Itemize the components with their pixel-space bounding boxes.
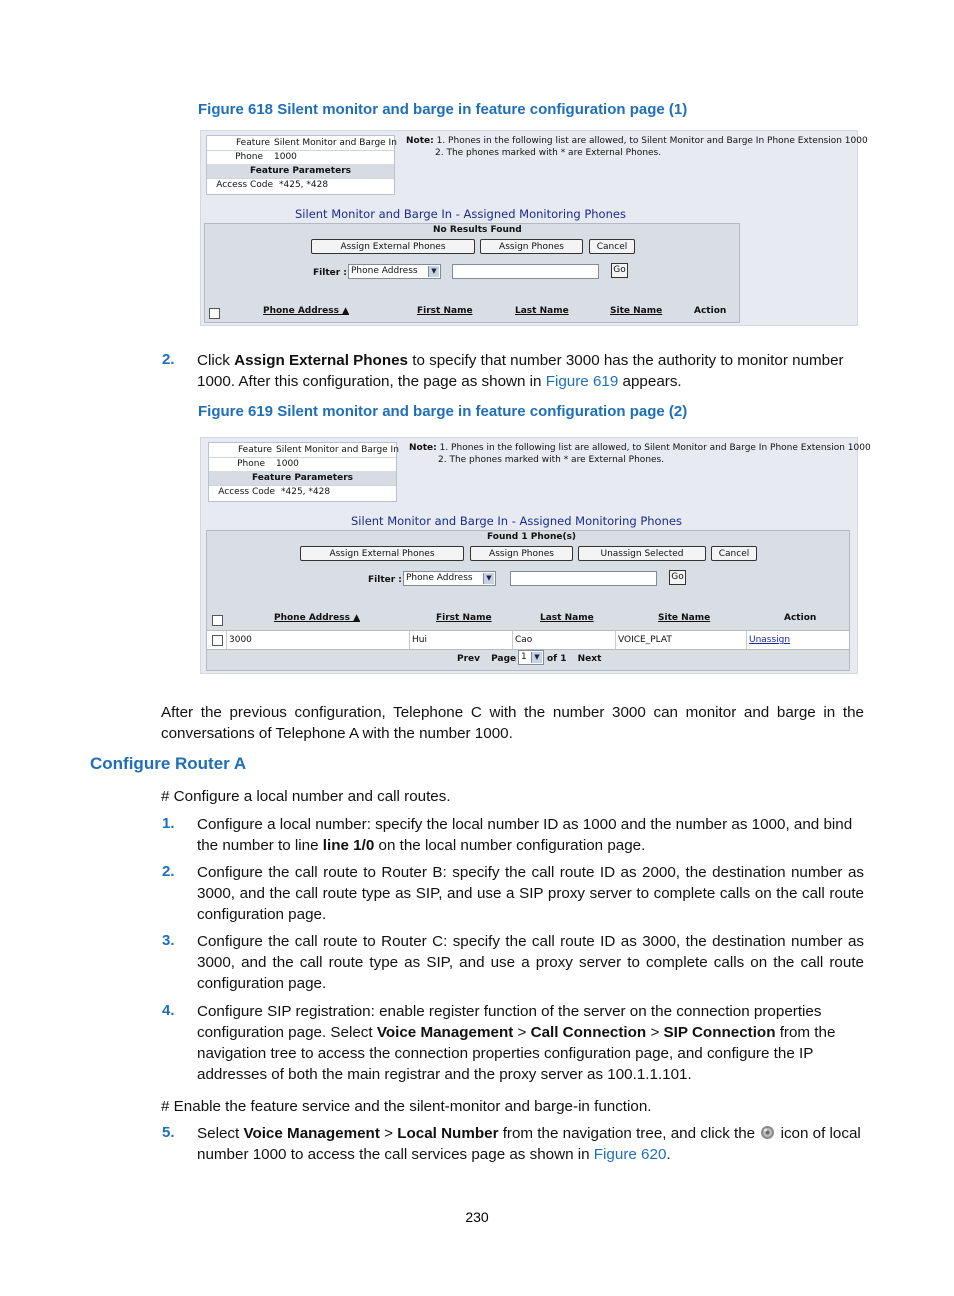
step-2-bold: Assign External Phones bbox=[234, 352, 408, 369]
filter-label: Filter : bbox=[313, 268, 347, 278]
column-phone-address[interactable]: Phone Address ▲ bbox=[263, 306, 349, 316]
figure-618-caption: Figure 618 Silent monitor and barge in feature configuration page (1) bbox=[198, 101, 688, 118]
step-5-end: . bbox=[666, 1146, 671, 1163]
step-5-bold-2: Local Number bbox=[397, 1125, 499, 1142]
pager-page-label: Page bbox=[491, 654, 517, 664]
assign-external-phones-button[interactable]: Assign External Phones bbox=[300, 546, 464, 561]
assign-external-phones-button[interactable]: Assign External Phones bbox=[311, 239, 475, 254]
chevron-down-icon: ▼ bbox=[428, 266, 439, 277]
comment-line-1: # Configure a local number and call routes. bbox=[161, 788, 451, 805]
step-2-number: 2. bbox=[162, 351, 175, 368]
feature-params-header: Feature Parameters bbox=[209, 471, 396, 486]
step-2-text bbox=[197, 350, 864, 392]
step-2-post: to specify that number 3000 has the authority to monitor number 1000. After this configuration, the page as shown in bbox=[197, 352, 844, 390]
column-action: Action bbox=[694, 306, 727, 316]
figure-619-caption: Figure 619 Silent monitor and barge in feature configuration page (2) bbox=[198, 403, 688, 420]
row-checkbox[interactable] bbox=[212, 635, 223, 646]
column-action: Action bbox=[784, 613, 817, 623]
comment-line-2: # Enable the feature service and the silent-monitor and barge-in function. bbox=[161, 1098, 652, 1115]
section-title: Silent Monitor and Barge In - Assigned Monitoring Phones bbox=[295, 207, 626, 221]
step-1-number: 1. bbox=[162, 815, 175, 832]
step-4-bold-1: Voice Management bbox=[376, 1024, 514, 1041]
cell-phone-address: 3000 bbox=[226, 631, 409, 649]
assigned-phones-panel bbox=[204, 223, 740, 323]
column-phone-address[interactable]: Phone Address ▲ bbox=[274, 613, 360, 623]
access-code-value: *425, *428 bbox=[279, 180, 329, 190]
column-site-name[interactable]: Site Name bbox=[658, 613, 711, 623]
pager-tail bbox=[547, 654, 601, 664]
assign-phones-button[interactable]: Assign Phones bbox=[470, 546, 573, 561]
feature-value: Silent Monitor and Barge In bbox=[274, 138, 397, 148]
phone-label: Phone bbox=[237, 459, 265, 469]
chevron-down-icon: ▼ bbox=[483, 573, 494, 584]
page-select[interactable] bbox=[518, 650, 544, 665]
column-first-name[interactable]: First Name bbox=[417, 306, 473, 316]
figure-619-screenshot bbox=[200, 437, 871, 674]
filter-label: Filter : bbox=[368, 575, 402, 585]
filter-input[interactable] bbox=[510, 571, 657, 586]
result-count: Found 1 Phone(s) bbox=[487, 532, 577, 542]
step-5-post: icon of local number 1000 to access the call services page as shown in bbox=[197, 1125, 861, 1163]
section-title: Silent Monitor and Barge In - Assigned Monitoring Phones bbox=[351, 514, 682, 528]
step-2-end: appears. bbox=[618, 373, 682, 390]
pager-of: of 1 bbox=[547, 654, 567, 664]
step-5-mid: from the navigation tree, and click the bbox=[498, 1125, 760, 1142]
feature-label: Feature bbox=[237, 445, 272, 455]
step-4-pre: Configure SIP registration: enable register function of the server on the connection properties configuration page. Select bbox=[197, 1003, 822, 1041]
pager-prev[interactable]: Prev bbox=[457, 654, 481, 664]
phone-label: Phone bbox=[235, 152, 263, 162]
filter-select-value: Phone Address bbox=[406, 573, 473, 583]
section-heading: Configure Router A bbox=[90, 754, 247, 773]
step-4-bold-3: SIP Connection bbox=[663, 1024, 776, 1041]
table-row bbox=[207, 630, 849, 650]
step-5-bold-1: Voice Management bbox=[243, 1125, 380, 1142]
access-code-label: Access Code bbox=[216, 180, 273, 190]
filter-input[interactable] bbox=[452, 264, 599, 279]
feature-value: Silent Monitor and Barge In bbox=[276, 445, 399, 455]
go-button[interactable]: Go bbox=[669, 570, 686, 585]
pager bbox=[457, 654, 516, 664]
select-all-checkbox[interactable] bbox=[209, 308, 220, 319]
cancel-button[interactable]: Cancel bbox=[589, 239, 635, 254]
step-4-number: 4. bbox=[162, 1002, 175, 1019]
figure-618-screenshot bbox=[200, 130, 868, 326]
note-line-2: 2. The phones marked with * are External Phones. bbox=[438, 455, 665, 465]
chevron-down-icon: ▼ bbox=[531, 652, 542, 663]
column-last-name[interactable]: Last Name bbox=[515, 306, 569, 316]
step-4-sep-1: > bbox=[513, 1024, 531, 1041]
pager-next[interactable]: Next bbox=[577, 654, 602, 664]
access-code-label: Access Code bbox=[218, 487, 275, 497]
figure-620-link[interactable]: Figure 620 bbox=[593, 1146, 667, 1163]
step-5-pre: Select bbox=[197, 1125, 244, 1142]
step-4-bold-2: Call Connection bbox=[530, 1024, 647, 1041]
result-count: No Results Found bbox=[433, 225, 522, 235]
step-5-number: 5. bbox=[162, 1124, 175, 1141]
unassign-selected-button[interactable]: Unassign Selected bbox=[578, 546, 706, 561]
cancel-button[interactable]: Cancel bbox=[711, 546, 757, 561]
assigned-phones-panel bbox=[206, 530, 850, 671]
feature-label: Feature bbox=[235, 138, 270, 148]
note-text bbox=[406, 135, 868, 159]
step-3-text: Configure the call route to Router C: specify the call route ID as 3000, the destination number as 3000, and the call route type as SIP, and use a proxy server to complete calls on the call route configuration page. bbox=[197, 933, 864, 992]
step-4-post: from the navigation tree to access the connection properties configuration page, and configure the IP addresses of both the main registrar and the proxy server as 100.1.1.101. bbox=[197, 1024, 836, 1083]
gear-icon bbox=[759, 1125, 776, 1140]
after-paragraph: After the previous configuration, Telephone C with the number 3000 can monitor and barge in the conversations of Telephone A with the number 1000. bbox=[161, 704, 864, 742]
cell-site-name: VOICE_PLAT bbox=[615, 631, 746, 649]
step-1-text bbox=[197, 814, 864, 856]
access-code-value: *425, *428 bbox=[281, 487, 331, 497]
phone-value: 1000 bbox=[274, 152, 297, 162]
step-1-bold: line 1/0 bbox=[322, 837, 375, 854]
select-all-checkbox[interactable] bbox=[212, 615, 223, 626]
step-5-text bbox=[197, 1123, 864, 1165]
page-select-value: 1 bbox=[521, 652, 527, 662]
note-line-1: 1. Phones in the following list are allowed, to Silent Monitor and Barge In Phone Extension 1000 bbox=[436, 136, 868, 146]
step-2-pre: Click bbox=[197, 352, 235, 369]
column-first-name[interactable]: First Name bbox=[436, 613, 492, 623]
phone-value: 1000 bbox=[276, 459, 299, 469]
page-number: 230 bbox=[465, 1209, 489, 1225]
column-last-name[interactable]: Last Name bbox=[540, 613, 594, 623]
filter-select-value: Phone Address bbox=[351, 266, 418, 276]
note-label: Note: bbox=[409, 443, 437, 453]
note-line-2: 2. The phones marked with * are External Phones. bbox=[435, 148, 662, 158]
cell-first-name: Hui bbox=[409, 631, 512, 649]
filter-select[interactable] bbox=[403, 571, 496, 586]
feature-info-box bbox=[208, 442, 397, 502]
go-button[interactable]: Go bbox=[611, 263, 628, 278]
step-4-sep-2: > bbox=[646, 1024, 664, 1041]
router-step-2-text: Configure the call route to Router B: specify the call route ID as 2000, the destination number as 3000, and the call route type as SIP, and use a SIP proxy server to complete calls on the call route configuration page. bbox=[197, 864, 864, 923]
router-step-2-number: 2. bbox=[162, 863, 175, 880]
step-3-number: 3. bbox=[162, 932, 175, 949]
unassign-link[interactable]: Unassign bbox=[746, 631, 847, 649]
note-line-1: 1. Phones in the following list are allowed, to Silent Monitor and Barge In Phone Extension 1000 bbox=[439, 443, 871, 453]
step-1-post: on the local number configuration page. bbox=[374, 837, 646, 854]
assign-phones-button[interactable]: Assign Phones bbox=[480, 239, 583, 254]
step-5-sep: > bbox=[379, 1125, 398, 1142]
figure-619-link[interactable]: Figure 619 bbox=[545, 373, 619, 390]
feature-info-box bbox=[206, 135, 395, 195]
cell-last-name: Cao bbox=[512, 631, 615, 649]
filter-select[interactable] bbox=[348, 264, 441, 279]
feature-params-header: Feature Parameters bbox=[207, 164, 394, 179]
note-text bbox=[409, 442, 871, 466]
note-label: Note: bbox=[406, 136, 434, 146]
column-site-name[interactable]: Site Name bbox=[610, 306, 663, 316]
step-4-text bbox=[197, 1001, 847, 1085]
step-1-pre: Configure a local number: specify the local number ID as 1000 and the number as 1000, and bind the number to line bbox=[197, 816, 853, 854]
